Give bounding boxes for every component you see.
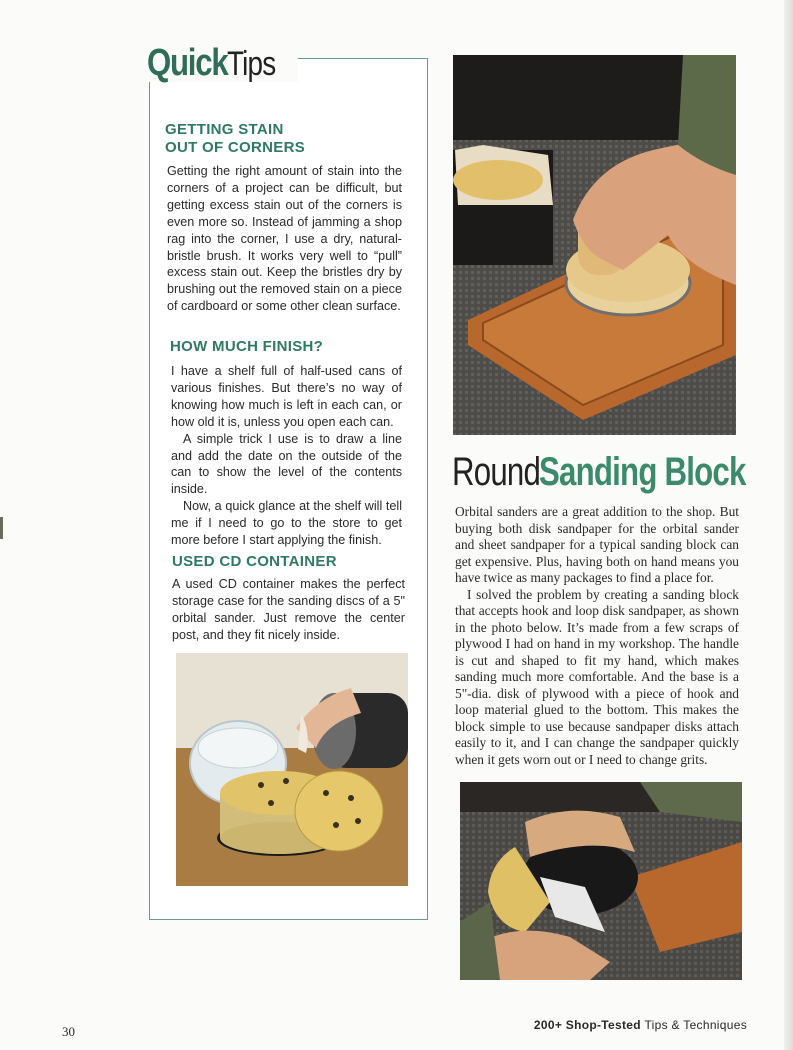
- tip-heading-finish: [170, 338, 323, 356]
- tip-heading-line: HOW MUCH FINISH?: [170, 338, 324, 355]
- quick-tips-title: [147, 44, 298, 82]
- tip-paragraph: A used CD container makes the perfect storage case for the sanding discs of a 5" orbital sander. Just remove the center post, and they fit nicely inside.: [172, 577, 405, 642]
- photo-sanding-block-disk-image: [460, 782, 742, 980]
- book-title-footer: [534, 1018, 747, 1032]
- article-paragraph: Orbital sanders are a great addition to the shop. But buying both disk sandpaper for the orbital sander and sheet sandpaper for a typical sanding block can get expensive. Plus, having both on hand means you have twice as many packages to find a place for.: [455, 504, 739, 585]
- book-title-rest: Tips & Techniques: [644, 1018, 747, 1032]
- page-number: 30: [62, 1024, 75, 1039]
- tip-heading-cd: [172, 553, 337, 571]
- tip-body-stain: [167, 163, 402, 315]
- photo-cd-container: [176, 653, 408, 886]
- photo-cd-container-image: [176, 653, 408, 886]
- margin-mark: [0, 517, 3, 539]
- tip-body-cd: [172, 576, 405, 644]
- tip-paragraph: I have a shelf full of half-used cans of various finishes. But there’s no way of knowing how much is left in each can, or how old it is, unless you open each can.: [171, 364, 402, 429]
- page-spine-shadow: [784, 0, 793, 1050]
- article-title: [452, 452, 793, 492]
- photo-sanding-block-board: [453, 55, 736, 435]
- tip-body-finish: [171, 363, 402, 549]
- article-title-light: Round: [452, 450, 541, 494]
- book-title-bold: 200+ Shop-Tested: [533, 1018, 641, 1032]
- photo-sanding-block-disk: [460, 782, 742, 980]
- tip-paragraph: Getting the right amount of stain into the corners of a project can be difficult, but getting excess stain out of the corners is even more so. Instead of jamming a shop rag into the corner, I use a dry, natural-bristle brush. It works very well to “pull” excess stain out. Keep the bristles dry by brushing out the removed stain on a piece of cardboard or some other clean surface.: [167, 164, 402, 314]
- tip-paragraph: Now, a quick glance at the shelf will tell me if I need to go to the store to get more before I start applying the finish.: [171, 499, 402, 548]
- article-body: [455, 504, 739, 768]
- tip-heading-line: GETTING STAIN: [165, 121, 284, 138]
- quick-tips-title-light: Tips: [227, 45, 276, 83]
- tip-heading-stain: [165, 121, 305, 157]
- article-title-bold: Sanding Block: [538, 450, 746, 494]
- photo-sanding-block-board-image: [453, 55, 736, 435]
- tip-heading-line: OUT OF CORNERS: [165, 139, 306, 156]
- tip-heading-line: USED CD CONTAINER: [172, 553, 337, 570]
- tip-paragraph: A simple trick I use is to draw a line and add the date on the outside of the can to show the level of the contents inside.: [171, 431, 402, 497]
- quick-tips-title-bold: Quick: [147, 42, 228, 84]
- article-paragraph: I solved the problem by creating a sanding block that accepts hook and loop disk sandpaper, as shown in the photo below. It’s made from a few scraps of plywood I had on hand in my workshop. The handle is cut and shaped to fit my hand, which makes sanding much more comfortable. And the base is a 5"-dia. disk of plywood with a piece of hook and loop material glued to the bottom. This makes the block simple to use because sandpaper disks attach easily to it, and I can change the sandpaper quickly when it gets worn out or I need to change grits.: [455, 586, 739, 767]
